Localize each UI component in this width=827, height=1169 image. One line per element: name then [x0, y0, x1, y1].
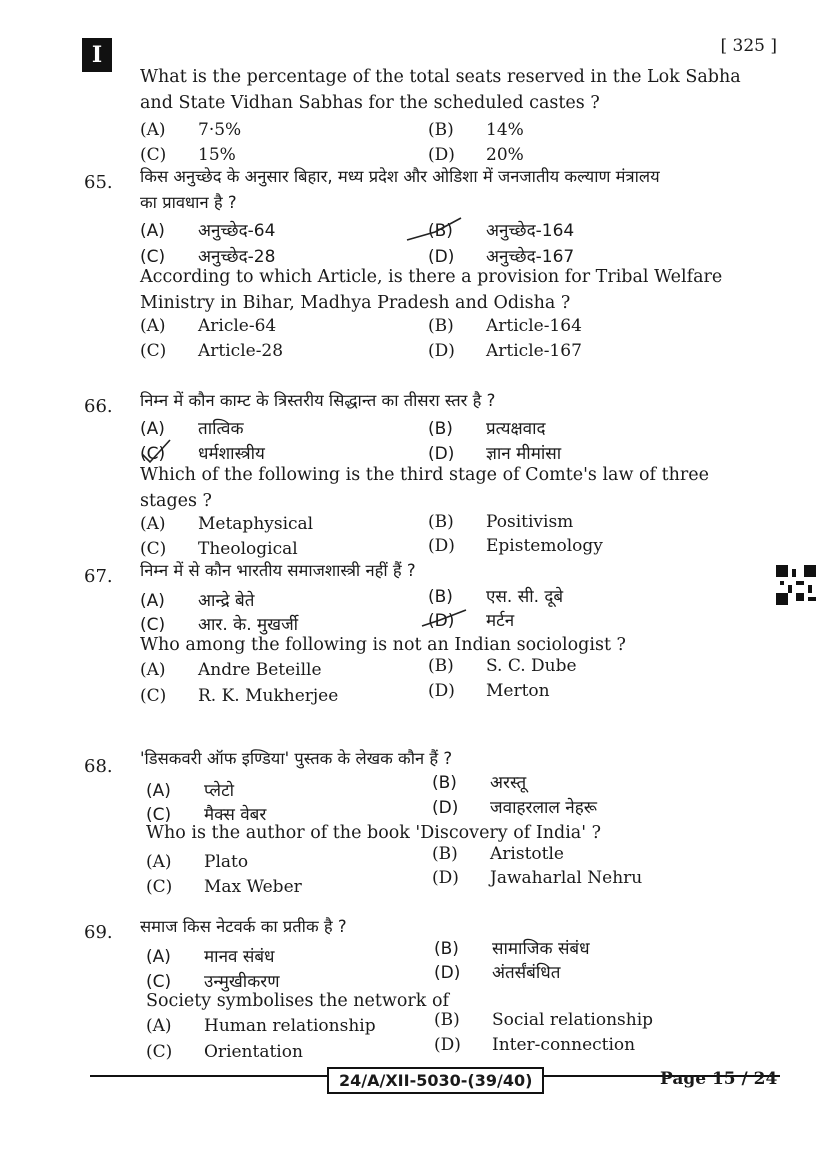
q67-option-hi-a: (A) आन्द्रे बेते	[140, 591, 255, 611]
q69-stem-hi: समाज किस नेटवर्क का प्रतीक है ?	[140, 917, 347, 936]
q69-option-a: (A) Human relationship	[146, 1016, 376, 1036]
q64-option-b: (B) 14%	[428, 120, 524, 140]
q65-option-hi-a: (A) अनुच्छेद-64	[140, 221, 276, 241]
q66-option-hi-a: (A) तात्विक	[140, 419, 244, 439]
page-number: Page 15 / 24	[660, 1069, 778, 1089]
q67-stem-hi: निम्न में से कौन भारतीय समाजशास्त्री नहीं हैं ?	[140, 561, 416, 580]
q64-option-d: (D) 20%	[428, 145, 524, 165]
booklet-code: 24/A/XII-5030-(39/40)	[327, 1067, 544, 1094]
q68-option-hi-b: (B) अरस्तू	[432, 773, 527, 793]
stem-line: What is the percentage of the total seats reserved in the Lok Sabha	[140, 67, 741, 87]
q66-option-hi-b: (B) प्रत्यक्षवाद	[428, 419, 546, 439]
q64-option-c: (C) 15%	[140, 145, 236, 165]
q65-option-b: (B) Article-164	[428, 316, 582, 336]
q69-option-hi-c: (C) उन्मुखीकरण	[146, 972, 280, 992]
q69-option-hi-b: (B) सामाजिक संबंध	[434, 939, 590, 959]
q69-stem-en: Society symbolises the network of	[146, 991, 449, 1011]
q66-option-hi-d: (D) ज्ञान मीमांसा	[428, 444, 562, 464]
q69-option-b: (B) Social relationship	[434, 1010, 654, 1030]
q65-option-c: (C) Article-28	[140, 341, 284, 361]
q67-option-hi-d: (D) मर्टन	[428, 611, 515, 631]
q66-option-d: (D) Epistemology	[428, 536, 603, 556]
q68-option-d: (D) Jawaharlal Nehru	[432, 868, 643, 888]
q69-option-hi-a: (A) मानव संबंध	[146, 947, 275, 967]
stem-line: and State Vidhan Sabhas for the scheduled castes ?	[140, 93, 600, 113]
answer-tick-mark	[405, 214, 465, 244]
q68-option-c: (C) Max Weber	[146, 877, 302, 897]
q67-option-b: (B) S. C. Dube	[428, 656, 577, 676]
q65-option-d: (D) Article-167	[428, 341, 582, 361]
q67-option-d: (D) Merton	[428, 681, 550, 701]
q68-stem-en: Who is the author of the book 'Discovery of India' ?	[146, 823, 601, 843]
q66-option-hi-c: (C) धर्मशास्त्रीय	[140, 444, 265, 464]
page-code: [ 325 ]	[720, 36, 777, 56]
q66-number: 66.	[84, 396, 113, 417]
q69-option-hi-d: (D) अंतर्संबंधित	[434, 963, 561, 983]
q66-option-a: (A) Metaphysical	[140, 514, 314, 534]
q65-option-hi-c: (C) अनुच्छेद-28	[140, 247, 276, 267]
q67-option-a: (A) Andre Beteille	[140, 660, 322, 680]
series-label: I	[91, 42, 103, 68]
q67-stem-en: Who among the following is not an Indian sociologist ?	[140, 635, 626, 655]
q69-option-d: (D) Inter-connection	[434, 1035, 636, 1055]
qr-code-icon	[776, 565, 816, 605]
q68-option-b: (B) Aristotle	[432, 844, 564, 864]
q65-option-a: (A) Aricle-64	[140, 316, 277, 336]
q65-option-hi-b: (B) अनुच्छेद-164	[428, 221, 575, 241]
q68-number: 68.	[84, 756, 113, 777]
series-label-box	[82, 38, 112, 72]
q66-stem-en: Which of the following is the third stage of Comte's law of three stages ?	[140, 465, 709, 511]
q68-stem-hi: 'डिसकवरी ऑफ इण्डिया' पुस्तक के लेखक कौन हैं ?	[140, 749, 453, 768]
answer-tick-mark	[420, 606, 470, 630]
q66-option-c: (C) Theological	[140, 539, 298, 559]
q69-number: 69.	[84, 922, 113, 943]
q68-option-hi-c: (C) मैक्स वेबर	[146, 805, 267, 825]
q65-stem-en: According to which Article, is there a provision for Tribal Welfare Ministry in Bihar, Madhya Pradesh and Odisha ?	[140, 267, 723, 313]
q65-option-hi-d: (D) अनुच्छेद-167	[428, 247, 575, 267]
q68-option-hi-a: (A) प्लेटो	[146, 781, 235, 801]
q69-option-c: (C) Orientation	[146, 1042, 303, 1062]
q65-stem-hi: किस अनुच्छेद के अनुसार बिहार, मध्य प्रदेश और ओडिशा में जनजातीय कल्याण मंत्रालय का प्रावधान है ?	[140, 167, 660, 212]
answer-tick-mark	[138, 438, 174, 464]
q66-option-b: (B) Positivism	[428, 512, 574, 532]
q68-option-hi-d: (D) जवाहरलाल नेहरू	[432, 798, 597, 818]
q68-option-a: (A) Plato	[146, 852, 249, 872]
q64-stem-en	[140, 64, 780, 116]
q65-number: 65.	[84, 172, 113, 193]
q67-option-c: (C) R. K. Mukherjee	[140, 686, 339, 706]
q64-option-a: (A) 7·5%	[140, 120, 242, 140]
q67-number: 67.	[84, 566, 113, 587]
q67-option-hi-c: (C) आर. के. मुखर्जी	[140, 615, 299, 635]
q66-stem-hi: निम्न में कौन काम्ट के त्रिस्तरीय सिद्धान्त का तीसरा स्तर है ?	[140, 391, 496, 410]
q67-option-hi-b: (B) एस. सी. दूबे	[428, 587, 564, 607]
